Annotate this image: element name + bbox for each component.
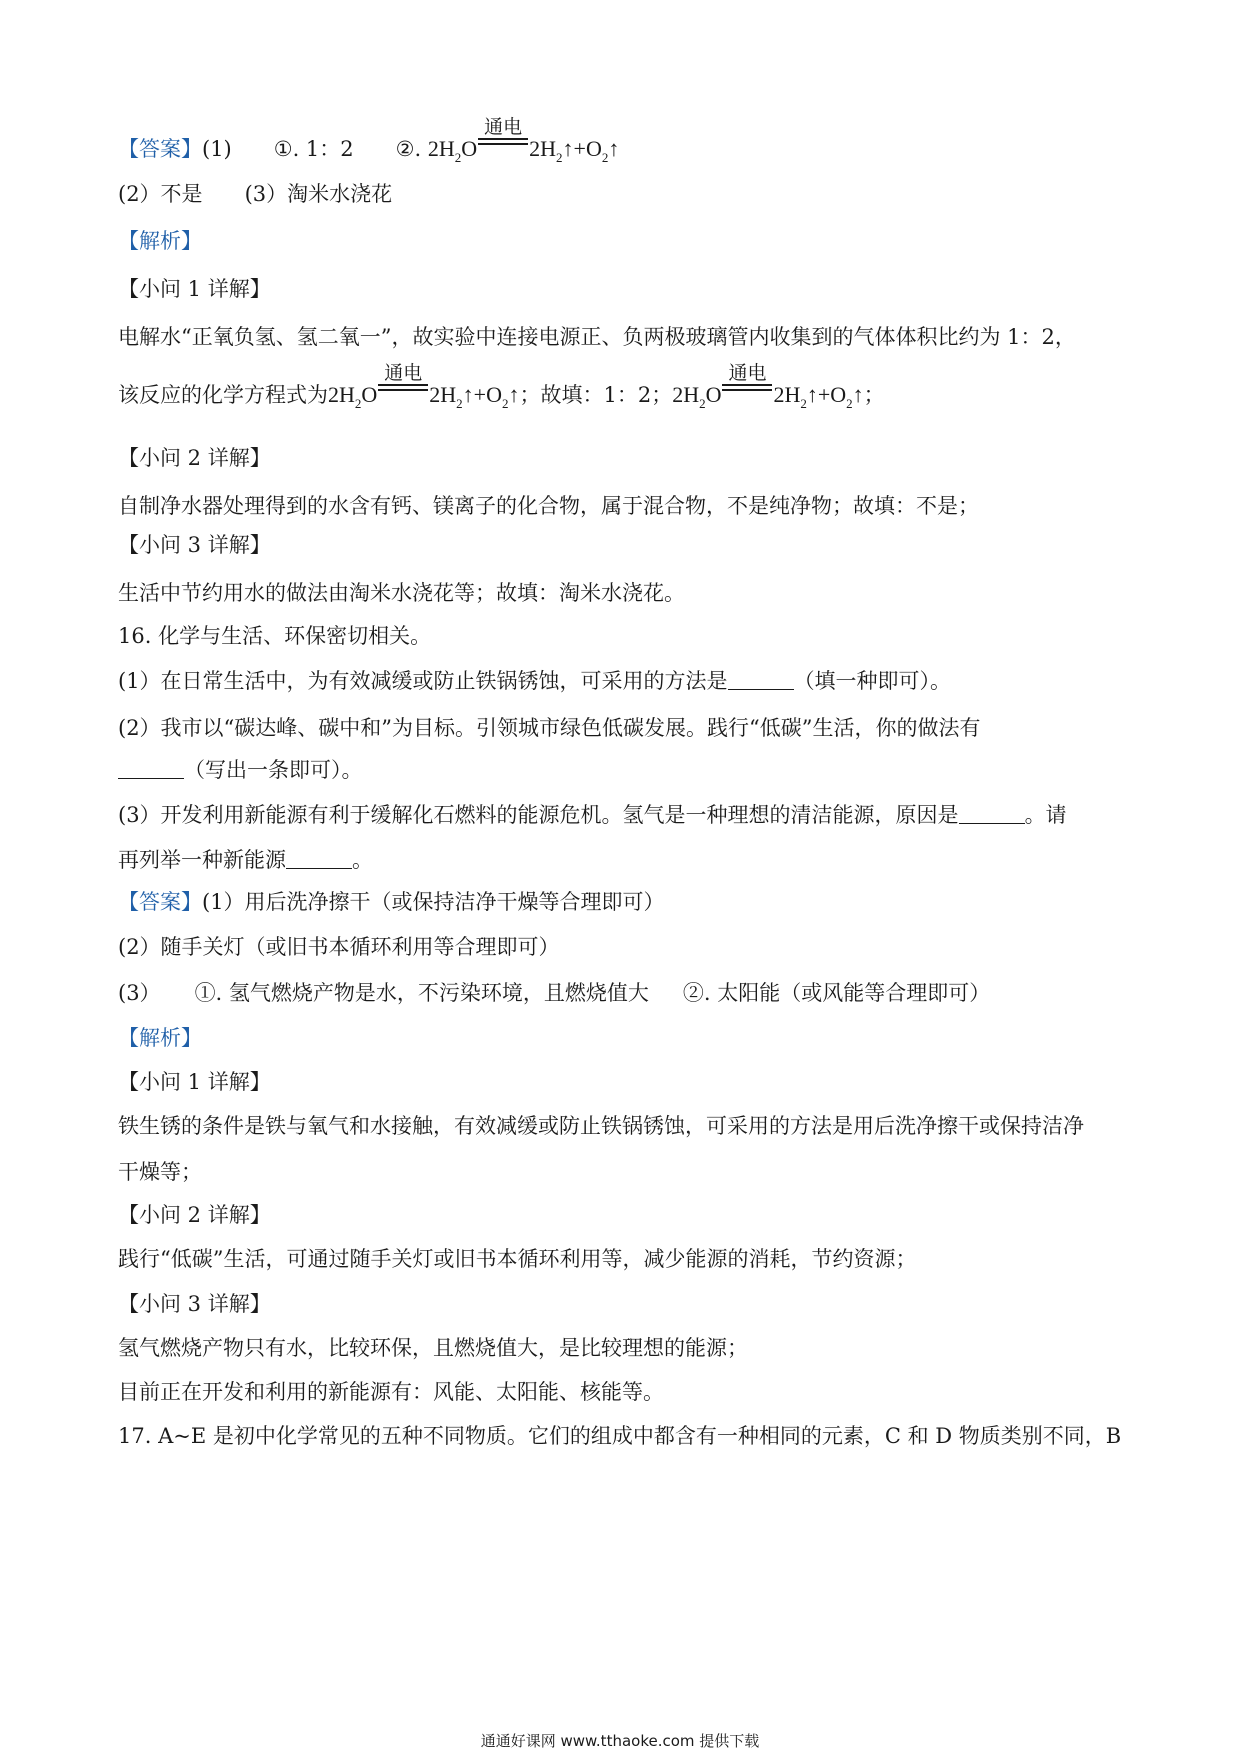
q16-answer-2: (2）随手关灯（或旧书本循环利用等合理即可） [118,935,560,959]
answer-blank [118,758,184,779]
section-title: 【小问 1 详解】 [118,277,271,301]
section-title: 【小问 2 详解】 [118,1203,271,1227]
chemical-equation: $2H_2O$ 通电 $2H_2↑+O_2↑$ [328,362,520,411]
paragraph: 践行“低碳”生活，可通过随手关灯或旧书本循环利用等，减少能源的消耗，节约资源； [118,1247,917,1271]
paragraph: 目前正在开发和利用的新能源有：风能、太阳能、核能等。 [118,1380,664,1404]
q16-answer-3: (3） ①. 氢气燃烧产物是水，不污染环境，且燃烧值大 ②. 太阳能（或风能等合理即可） [118,981,991,1005]
answer-part2-label: ②. [395,137,422,161]
q15-equation-line: 该反应的化学方程式为$2H_2O$ 通电 $2H_2↑+O_2↑$；故填：1：2；$2H_2O$ 通电 $2H_2↑+O_2↑$； [118,374,1130,419]
answer-tag: 【答案】 [118,137,202,161]
section-title: 【小问 3 详解】 [118,1292,271,1316]
section-title: 【小问 2 详解】 [118,446,271,470]
answer-prefix: (1) [202,137,232,161]
paragraph: 自制净水器处理得到的水含有钙、镁离子的化合物，属于混合物，不是纯净物；故填：不是； [118,494,979,518]
question-2-cont: （写出一条即可）。 [118,755,1130,785]
question-3: (3）开发利用新能源有利于缓解化石燃料的能源危机。氢气是一种理想的清洁能源，原因是 。请 [118,803,1067,827]
question-stem: 16. 化学与生活、环保密切相关。 [118,624,432,648]
chemical-equation: $2H_2O$ 通电 $2H_2↑+O_2↑$ [427,116,620,165]
answer-tag: 【答案】 [118,890,202,914]
analysis-tag: 【解析】 [118,229,202,253]
question-2: (2）我市以“碳达峰、碳中和”为目标。引领城市绿色低碳发展。践行“低碳”生活，你的做法有 [118,716,981,740]
question-stem: 17. A~E 是初中化学常见的五种不同物质。它们的组成中都含有一种相同的元素，C 和 D 物质类别不同，B [118,1424,1122,1448]
chemical-equation: $2H_2O$ 通电 $2H_2↑+O_2↑$ [672,362,864,411]
answer-part1: ①. 1：2 [273,137,354,161]
answer-blank [959,803,1025,824]
section-title: 【小问 3 详解】 [118,533,271,557]
paragraph: 铁生锈的条件是铁与氧气和水接触，有效减缓或防止铁锅锈蚀，可采用的方法是用后洗净擦干或保持洁净 [118,1114,1084,1138]
question-3-cont: 再列举一种新能源 。 [118,848,373,872]
paragraph: 氢气燃烧产物只有水，比较环保，且燃烧值大，是比较理想的能源； [118,1336,748,1360]
q15-answer-line1 [118,116,1130,173]
paragraph: 电解水“正氧负氢、氢二氧一”，故实验中连接电源正、负两极玻璃管内收集到的气体体积比约为 1：2， [118,325,1076,349]
section-title: 【小问 1 详解】 [118,1070,271,1094]
answer-blank [728,669,794,690]
q15-answer-line2 [118,179,1130,209]
page-footer: 通通好课网 www.tthaoke.com 提供下载 [480,1732,760,1750]
answer-blank [286,848,352,869]
paragraph: 生活中节约用水的做法由淘米水浇花等；故填：淘米水浇花。 [118,581,685,605]
paragraph: 干燥等； [118,1160,202,1184]
answer-3: (3）淘米水浇花 [244,182,393,206]
answer-2: (2）不是 [118,182,203,206]
q16-answer-1: 【答案】(1）用后洗净擦干（或保持洁净干燥等合理即可） [118,890,665,914]
question-1: (1）在日常生活中，为有效减缓或防止铁锅锈蚀，可采用的方法是 （填一种即可）。 [118,669,952,693]
analysis-tag: 【解析】 [118,1026,202,1050]
